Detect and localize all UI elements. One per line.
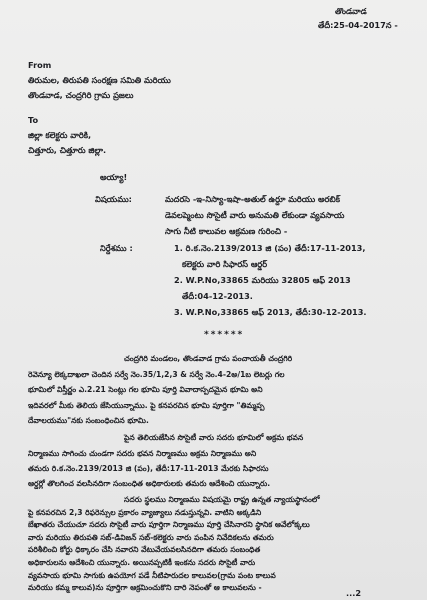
para1-line-3: భూమిలో విస్తీర్ణం ఎ.2.21 సెంట్లు గల భూమి పూర్తి వివాదాస్పదమైన భూమి అని	[28, 385, 263, 394]
page-continuation: ...2	[346, 588, 362, 598]
subject-label: విషయము:	[95, 194, 132, 204]
to-label: To	[28, 115, 39, 125]
from-label: From	[28, 60, 52, 70]
letter-date: తేదీ:25-04-2017న -	[318, 20, 398, 30]
from-line-2: తొండవాడ, చంద్రగిరి గ్రామ ప్రజలు	[28, 90, 134, 100]
para1-line-2: రెవెన్యూ లెక్కదాఖలా చెందిన సర్వే నెం.35/1,2,3 & సర్వే నెం.4-2అ/1బ లెటర్లు గల	[28, 370, 285, 379]
para2-line-2: నిర్మాణము సాగించు చుండగా సదరు భవన నిర్మాణము అక్రమ నిర్మాణము అని	[28, 449, 257, 458]
para3-line-1: సదరు స్థలము నిర్మాణము విషయమై రాష్ట్ర ఉన్నత న్యాయస్థానంలో	[124, 495, 320, 504]
para1-line-1: చంద్రగిరి మండలం, తొండవాడ గ్రామ పంచాయతీ చంద్రగిరి	[124, 354, 293, 363]
subject-line-1: మదరసె -ఇ-నిస్యా-ఇషా-అతుల్ ఉర్దూ మరియు అరబిక్	[165, 194, 340, 204]
separator-stars: ******	[204, 330, 245, 340]
para3-line-2: పై కనపరచిన 2,3 రిఫరెన్సుల ప్రకారం వ్యాజ్యాలు నడుస్తున్నవి. వాటిని అక్కడిని	[28, 507, 262, 517]
reference-3: 3. W.P.No,33865 ఆఫ్ 2013, తేదీ:30-12-2013.	[174, 307, 367, 317]
reference-1a: 1. రి.క.నెం.2139/2013 జి (పం) తేదీ:17-11-2013,	[174, 243, 366, 253]
para1-line-5: దేవాలయము"నకు సంబంధించిన భూమి.	[28, 416, 149, 425]
para3-line-4: వారు మరియు తిరుపతి సబ్-డివిజన్ సబ్-కలెక్టరు వారు పంపిన నివేదికలను తమరు	[28, 532, 274, 542]
para3-line-5: పరిశీలించి కోర్టు ధిక్కారం చేసి నవారని వేటువేయవలసినదిగా తమరు సంబంధిత	[28, 545, 261, 555]
para3-line-7: వ్యవసాయ భూమి సాగుకు ఉపయోగ పడే నీటిపారుదల కాలువల(గ్రామ పంట కాలువ	[28, 570, 276, 580]
references-label: నిర్దేశము :	[100, 243, 133, 253]
subject-line-3: సాగు నీటి కాలువల ఆక్రమణ గురించి -	[165, 226, 288, 236]
para2-line-3: తమరు రి.క.నెం.2139/2013 జి (పం), తేదీ:17-11-2013 మేరకు సిఫారసు	[28, 464, 269, 473]
para2-line-4: ఆర్డర్లో తొలగించ వలసినదిగా సంబంధిత అధికారులకు తమరు ఆదేశించి యున్నారు.	[28, 479, 271, 488]
para3-line-8: మరియు కమ్మ కాలువ)ను పూర్తిగా ఆక్రమించుకొని దారి నెపంతో ఆ కాలువలను -	[28, 583, 262, 593]
para3-line-6: అధికారులను ఆదేశించి యున్నారు. అయినప్పటికీ ఇంకను సదరు సొసైటీ వారు	[28, 558, 256, 567]
to-line-1: జిల్లా కలెక్టరు వారికి,	[28, 130, 92, 140]
subject-line-2: డెవలప్మెంటు సొసైటీ వారు అనుమతి లేకుండా వ్యవసాయ	[165, 210, 345, 220]
reference-1b: కలెక్టరు వారి సిఫారస్ ఆర్డర్	[182, 259, 268, 269]
reference-2b: తేదీ:04-12-2013.	[182, 291, 253, 301]
place-name: తొండవాడ	[335, 6, 367, 16]
to-line-2: చిత్తూరు, చిత్తూరు జిల్లా.	[28, 145, 107, 155]
para2-line-1: పైన తెలియజేసిన సొసైటీ వారు సదరు భూమిలో అక్రమ భవన	[124, 433, 304, 442]
from-line-1: తిరుమల, తిరుపతి సంరక్షణ సమితి మరియు	[28, 75, 171, 85]
para3-line-3: బేఖాతరు చేయుచూ సదరు సొసైటీ వారు పూర్తిగా నిర్మాణము పూర్తి చేసినారని స్థానిక ఆవేలోక్కలు	[28, 520, 310, 530]
para1-line-4: ఇదివరలో మీకు తెలియ జేసియున్నాము. పై కనపరచిన భూమి పూర్తిగా "తిమ్మప్ప	[28, 401, 265, 410]
reference-2a: 2. W.P.No,33865 మరియు 32805 ఆఫ్ 2013	[174, 275, 351, 285]
salutation: అయ్యా!	[100, 172, 128, 182]
